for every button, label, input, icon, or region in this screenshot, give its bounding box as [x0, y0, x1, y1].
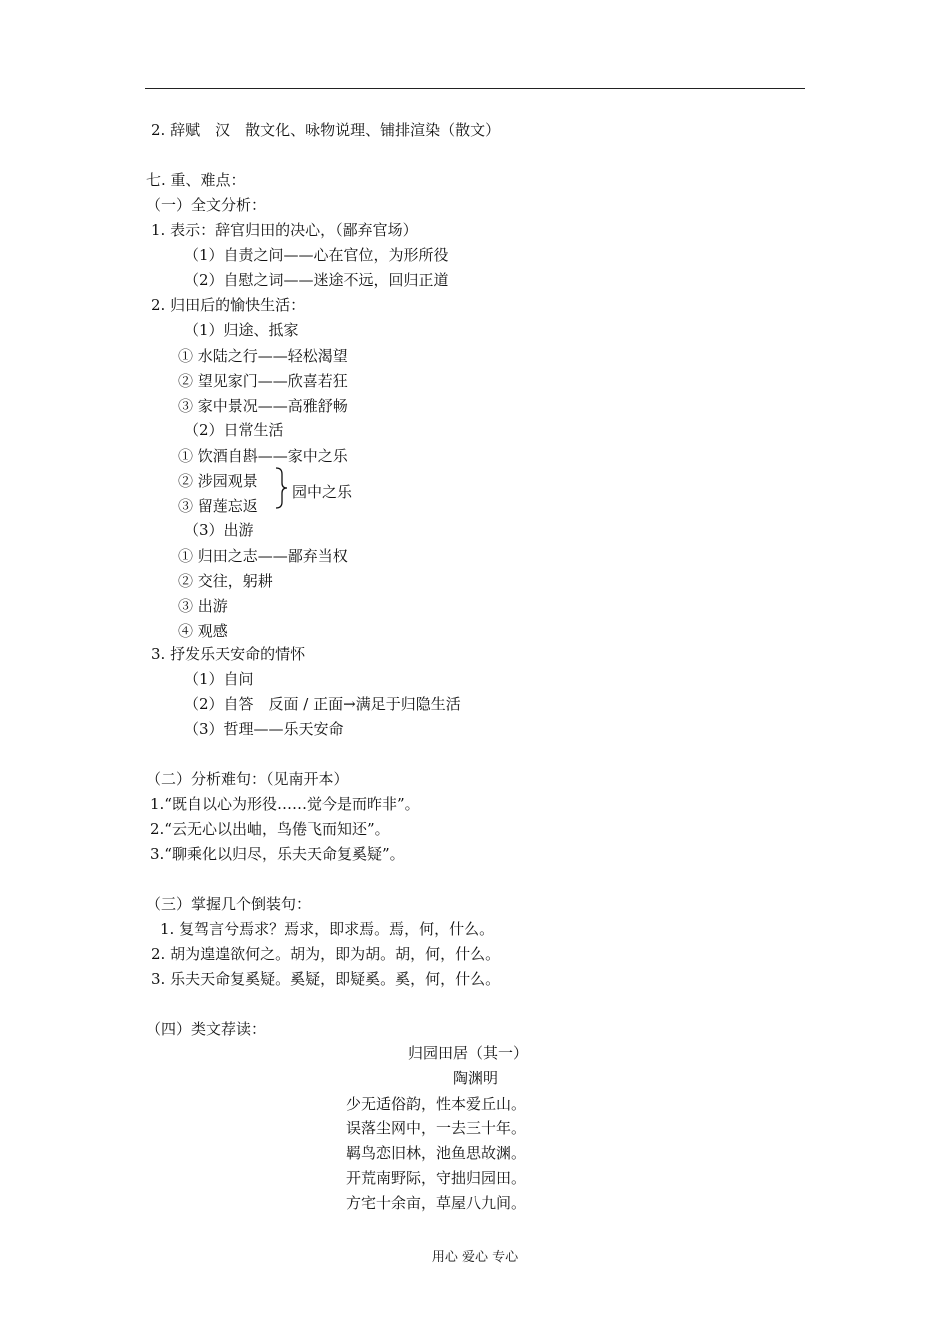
- text-line: ④ 观感: [178, 622, 228, 640]
- poem-title: 归园田居（其一）: [408, 1044, 529, 1062]
- text-line: 2.“云无心以出岫，鸟倦飞而知还”。: [150, 820, 390, 838]
- text-line: 园中之乐: [292, 483, 353, 501]
- text-line: ② 望见家门——欣喜若狂: [178, 372, 348, 390]
- poem-line: 方宅十余亩，草屋八九间。: [346, 1194, 527, 1212]
- text-line: （3）哲理——乐天安命: [184, 720, 344, 738]
- subsection-heading: （一）全文分析：: [146, 196, 267, 214]
- text-line: 2. 辞赋 汉 散文化、咏物说理、铺排渲染（散文）: [151, 121, 501, 139]
- text-line: ① 饮酒自斟——家中之乐: [178, 447, 348, 465]
- text-line: 3. 乐夫天命复奚疑。奚疑，即疑奚。奚，何，什么。: [151, 970, 501, 988]
- text-line: 2. 归田后的愉快生活：: [151, 296, 306, 314]
- subsection-heading: （三）掌握几个倒装句：: [146, 895, 312, 913]
- text-line: （1）自责之问——心在官位，为形所役: [184, 246, 449, 264]
- text-line: ① 归田之志——鄙弃当权: [178, 547, 348, 565]
- text-line: ③ 留莲忘返: [178, 497, 258, 515]
- text-line: 1. 复驾言兮焉求？焉求，即求焉。焉，何，什么。: [160, 920, 495, 938]
- text-line: ③ 出游: [178, 597, 228, 615]
- header-rule: [145, 88, 805, 89]
- subsection-heading: （二）分析难句：（见南开本）: [146, 770, 349, 788]
- poem-line: 羁鸟恋旧林，池鱼思故渊。: [346, 1144, 527, 1162]
- poem-line: 误落尘网中，一去三十年。: [346, 1119, 527, 1137]
- text-line: ② 交往，躬耕: [178, 572, 273, 590]
- text-line: （1）归途、抵家: [184, 321, 299, 339]
- text-line: 2. 胡为遑遑欲何之。胡为，即为胡。胡，何，什么。: [151, 945, 501, 963]
- text-line: （2）自答 反面 / 正面→满足于归隐生活: [184, 695, 461, 713]
- text-line: （3）出游: [184, 521, 254, 539]
- text-line: ③ 家中景况——高雅舒畅: [178, 397, 348, 415]
- text-line: （2）日常生活: [184, 421, 284, 439]
- text-line: 1. 表示：辞官归田的决心，（鄙弃官场）: [151, 221, 418, 239]
- text-line: ① 水陆之行——轻松渴望: [178, 347, 348, 365]
- poem-line: 少无适俗韵，性本爱丘山。: [346, 1095, 527, 1113]
- text-line: （1）自问: [184, 670, 254, 688]
- poem-author: 陶渊明: [453, 1069, 499, 1087]
- subsection-heading: （四）类文荐读：: [146, 1020, 267, 1038]
- poem-line: 开荒南野际，守拙归园田。: [346, 1169, 527, 1187]
- text-line: 3. 抒发乐天安命的情怀: [151, 645, 306, 663]
- right-brace-icon: [272, 466, 292, 510]
- text-line: 1.“既自以心为形役……觉今是而昨非”。: [150, 795, 420, 813]
- text-line: ② 涉园观景: [178, 472, 258, 490]
- page-footer: 用心 爱心 专心: [431, 1250, 519, 1265]
- text-line: （2）自慰之词——迷途不远，回归正道: [184, 271, 449, 289]
- section-heading: 七. 重、难点：: [146, 171, 246, 189]
- text-line: 3.“聊乘化以归尽，乐夫天命复奚疑”。: [150, 845, 405, 863]
